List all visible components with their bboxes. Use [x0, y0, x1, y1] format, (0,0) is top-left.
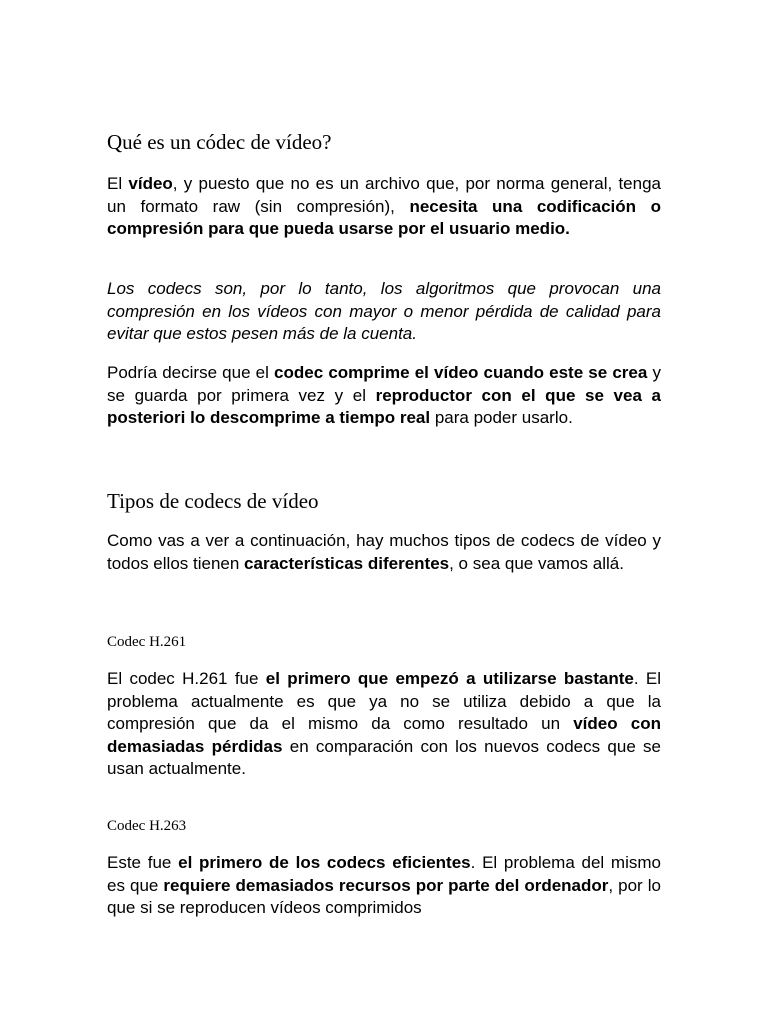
bold-text-run: codec comprime el vídeo cuando este se crea — [274, 363, 648, 382]
paragraph-codec-h261 — [107, 668, 661, 781]
bold-text-run: necesita una codificación o compresión para que pueda usarse por el usuario medio. — [107, 196, 661, 238]
paragraph-codecs-algoritmos: Los codecs son, por lo tanto, los algoritmos que provocan una compresión en los vídeos con mayor o menor pérdida de calidad para evitar que estos pesen más de la cuenta. — [107, 279, 661, 343]
paragraph-codec-comprime — [107, 362, 661, 430]
heading-tipos-codecs: Tipos de codecs de vídeo — [107, 489, 319, 513]
text-run: . El problema del mismo es que — [107, 853, 661, 895]
bold-text-run: características diferentes — [244, 553, 450, 573]
paragraph-codec-h263 — [107, 852, 661, 920]
text-run: Este fue — [107, 853, 179, 872]
heading-codec-h263: Codec H.263 — [107, 818, 187, 834]
bold-text-run: vídeo con demasiadas pérdidas — [107, 714, 661, 756]
bold-text-run: reproductor con el que se vea a posteriori lo descomprime a tiempo real — [107, 385, 661, 427]
heading-codec-h261: Codec H.261 — [107, 634, 187, 650]
heading-que-es-codec: Qué es un códec de vídeo? — [107, 130, 332, 154]
text-run: en comparación con los nuevos codecs que se usan actualmente. — [107, 736, 661, 778]
text-run: , por lo que si se reproducen vídeos comprimidos — [107, 875, 661, 917]
paragraph-tipos-intro — [107, 530, 661, 575]
text-run: Podría decirse que el — [107, 363, 275, 382]
bold-text-run: requiere demasiados recursos por parte del ordenador — [163, 875, 609, 895]
paragraph-video-codificacion — [107, 173, 661, 241]
text-run: , y puesto que no es un archivo que, por norma general, tenga un formato raw (sin compresión), — [107, 174, 662, 216]
text-run: , o sea que vamos allá. — [449, 553, 624, 573]
text-run: para poder usarlo. — [430, 408, 573, 427]
bold-text-run: el primero que empezó a utilizarse bastante — [265, 669, 634, 688]
text-run: y se guarda por primera vez y el — [107, 363, 661, 405]
text-run: El — [107, 174, 129, 193]
text-run: . El problema actualmente es que ya no se utiliza debido a que la compresión que da el mismo da como resultado un — [107, 669, 661, 733]
text-run: El codec H.261 fue — [107, 669, 266, 688]
bold-text-run: el primero de los codecs eficientes — [178, 853, 471, 872]
bold-text-run: vídeo — [128, 174, 173, 193]
text-run: Como vas a ver a continuación, hay muchos tipos de codecs de vídeo y todos ellos tienen — [107, 531, 661, 573]
